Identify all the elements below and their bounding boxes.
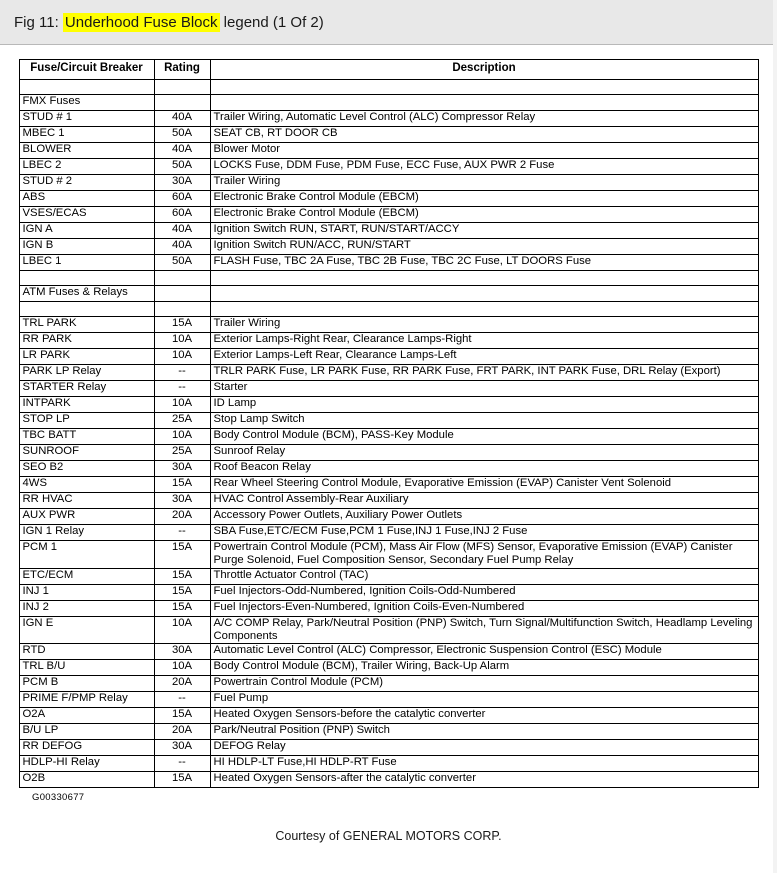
cell-description: Automatic Level Control (ALC) Compressor, Electronic Suspension Control (ESC) Module [210,644,758,660]
table-row-spacer [19,80,758,95]
table-row [19,509,758,525]
cell-description: ID Lamp [210,397,758,413]
cell-description: FLASH Fuse, TBC 2A Fuse, TBC 2B Fuse, TBC 2C Fuse, LT DOORS Fuse [210,255,758,271]
cell-rating: 10A [154,349,210,365]
cell-rating: 60A [154,191,210,207]
cell-rating: 40A [154,143,210,159]
cell-rating [154,95,210,111]
cell-rating: 15A [154,708,210,724]
cell-description: Park/Neutral Position (PNP) Switch [210,724,758,740]
table-row [19,365,758,381]
cell-rating: 15A [154,600,210,616]
caption-highlight: Underhood Fuse Block [64,13,218,31]
table-row [19,143,758,159]
table-row [19,207,758,223]
cell-description: Body Control Module (BCM), PASS-Key Module [210,429,758,445]
cell-fuse-name: STARTER Relay [19,381,154,397]
cell-description: Exterior Lamps-Right Rear, Clearance Lamps-Right [210,333,758,349]
cell-fuse-name: LBEC 2 [19,159,154,175]
table-row [19,740,758,756]
cell-fuse-name: SUNROOF [19,445,154,461]
cell-fuse-name: RR PARK [19,333,154,349]
cell-fuse-name: RTD [19,644,154,660]
cell-description: HVAC Control Assembly-Rear Auxiliary [210,493,758,509]
cell-fuse-name: RR HVAC [19,493,154,509]
table-row [19,692,758,708]
cell-fuse-name: ATM Fuses & Relays [19,286,154,302]
table-row [19,397,758,413]
cell-description: Trailer Wiring [210,317,758,333]
cell-fuse-name: MBEC 1 [19,127,154,143]
cell-rating [154,80,210,95]
cell-description [210,286,758,302]
scrollbar-track[interactable] [773,0,777,873]
table-row [19,175,758,191]
figure-caption-bar [0,0,777,45]
cell-description: Fuel Pump [210,692,758,708]
cell-fuse-name: PCM 1 [19,541,154,569]
cell-fuse-name: PRIME F/PMP Relay [19,692,154,708]
table-row [19,429,758,445]
cell-rating: 30A [154,740,210,756]
cell-description: Stop Lamp Switch [210,413,758,429]
cell-rating: 30A [154,493,210,509]
fuse-table-body [19,80,758,788]
cell-rating: -- [154,365,210,381]
cell-rating: 40A [154,223,210,239]
cell-description: A/C COMP Relay, Park/Neutral Position (PNP) Switch, Turn Signal/Multifunction Switch, Headlamp Leveling Components [210,616,758,644]
cell-rating: 20A [154,724,210,740]
cell-fuse-name: BLOWER [19,143,154,159]
table-row [19,127,758,143]
cell-rating: 25A [154,445,210,461]
cell-fuse-name: PCM B [19,676,154,692]
cell-fuse-name: LR PARK [19,349,154,365]
cell-fuse-name: ETC/ECM [19,568,154,584]
table-row [19,708,758,724]
table-row [19,413,758,429]
cell-description: Roof Beacon Relay [210,461,758,477]
cell-description: Blower Motor [210,143,758,159]
cell-description [210,80,758,95]
cell-fuse-name: VSES/ECAS [19,207,154,223]
cell-fuse-name: STOP LP [19,413,154,429]
cell-rating: 15A [154,584,210,600]
cell-rating: 50A [154,159,210,175]
cell-description: LOCKS Fuse, DDM Fuse, PDM Fuse, ECC Fuse, AUX PWR 2 Fuse [210,159,758,175]
cell-rating: 40A [154,239,210,255]
cell-rating [154,271,210,286]
cell-fuse-name: 4WS [19,477,154,493]
cell-description: Fuel Injectors-Even-Numbered, Ignition Coils-Even-Numbered [210,600,758,616]
cell-rating: 60A [154,207,210,223]
cell-fuse-name: HDLP-HI Relay [19,756,154,772]
cell-description: DEFOG Relay [210,740,758,756]
table-row [19,772,758,788]
cell-fuse-name: STUD # 1 [19,111,154,127]
cell-fuse-name: INTPARK [19,397,154,413]
cell-description: Heated Oxygen Sensors-before the catalytic converter [210,708,758,724]
table-row [19,756,758,772]
cell-description [210,95,758,111]
table-row [19,676,758,692]
cell-rating: 25A [154,413,210,429]
table-row [19,381,758,397]
cell-rating: 40A [154,111,210,127]
cell-description: Trailer Wiring, Automatic Level Control (ALC) Compressor Relay [210,111,758,127]
cell-fuse-name [19,271,154,286]
column-header-rating: Rating [154,60,210,80]
cell-rating: 10A [154,429,210,445]
cell-fuse-name: STUD # 2 [19,175,154,191]
cell-rating: 50A [154,255,210,271]
cell-rating: 15A [154,317,210,333]
cell-fuse-name: TRL PARK [19,317,154,333]
cell-rating: 50A [154,127,210,143]
cell-fuse-name: IGN 1 Relay [19,525,154,541]
cell-fuse-name: RR DEFOG [19,740,154,756]
cell-rating: 10A [154,397,210,413]
courtesy-note: Courtesy of GENERAL MOTORS CORP. [275,829,502,844]
table-row [19,600,758,616]
cell-rating: 30A [154,461,210,477]
cell-fuse-name: B/U LP [19,724,154,740]
caption-suffix: legend (1 Of 2) [219,13,324,31]
cell-description: SEAT CB, RT DOOR CB [210,127,758,143]
cell-description: Electronic Brake Control Module (EBCM) [210,207,758,223]
table-row [19,660,758,676]
cell-fuse-name: IGN E [19,616,154,644]
table-header-row [19,60,758,80]
cell-fuse-name: INJ 2 [19,600,154,616]
table-row [19,541,758,569]
cell-description: Heated Oxygen Sensors-after the catalytic converter [210,772,758,788]
table-row [19,477,758,493]
cell-description: Ignition Switch RUN/ACC, RUN/START [210,239,758,255]
cell-rating [154,302,210,317]
cell-fuse-name: LBEC 1 [19,255,154,271]
table-row [19,568,758,584]
cell-description: Starter [210,381,758,397]
table-row [19,644,758,660]
cell-description: Body Control Module (BCM), Trailer Wiring, Back-Up Alarm [210,660,758,676]
table-row [19,111,758,127]
caption-prefix: Fig 11: [14,13,63,31]
cell-rating: 15A [154,541,210,569]
cell-description: Ignition Switch RUN, START, RUN/START/ACCY [210,223,758,239]
cell-rating: 15A [154,772,210,788]
cell-fuse-name: TRL B/U [19,660,154,676]
cell-description: HI HDLP-LT Fuse,HI HDLP-RT Fuse [210,756,758,772]
table-row [19,333,758,349]
cell-description: TRLR PARK Fuse, LR PARK Fuse, RR PARK Fuse, FRT PARK, INT PARK Fuse, DRL Relay (Export) [210,365,758,381]
cell-description: Accessory Power Outlets, Auxiliary Power Outlets [210,509,758,525]
cell-rating: 15A [154,568,210,584]
table-row [19,525,758,541]
cell-rating: 10A [154,333,210,349]
table-row [19,317,758,333]
table-row [19,584,758,600]
cell-fuse-name: TBC BATT [19,429,154,445]
cell-description: Fuel Injectors-Odd-Numbered, Ignition Coils-Odd-Numbered [210,584,758,600]
cell-fuse-name: AUX PWR [19,509,154,525]
column-header-fuse: Fuse/Circuit Breaker [19,60,154,80]
cell-fuse-name [19,302,154,317]
cell-rating: 30A [154,644,210,660]
cell-description: Powertrain Control Module (PCM) [210,676,758,692]
fuse-legend-table [19,59,759,788]
table-row [19,159,758,175]
table-row [19,724,758,740]
table-row-spacer [19,302,758,317]
table-row [19,349,758,365]
table-row-section [19,286,758,302]
document-body [0,45,777,843]
cell-rating: 10A [154,616,210,644]
table-row [19,445,758,461]
cell-fuse-name: FMX Fuses [19,95,154,111]
cell-fuse-name: INJ 1 [19,584,154,600]
cell-rating: -- [154,756,210,772]
cell-fuse-name: ABS [19,191,154,207]
table-row [19,461,758,477]
cell-description: Sunroof Relay [210,445,758,461]
table-row [19,255,758,271]
cell-description: Powertrain Control Module (PCM), Mass Air Flow (MFS) Sensor, Evaporative Emission (EVAP) Canister Purge Solenoid, Fuel Composition Sensor, Secondary Fuel Pump Relay [210,541,758,569]
table-row [19,616,758,644]
cell-rating: -- [154,525,210,541]
cell-description: Throttle Actuator Control (TAC) [210,568,758,584]
cell-description [210,302,758,317]
cell-description: Electronic Brake Control Module (EBCM) [210,191,758,207]
table-row [19,223,758,239]
cell-rating: 20A [154,676,210,692]
cell-fuse-name: IGN A [19,223,154,239]
cell-description: SBA Fuse,ETC/ECM Fuse,PCM 1 Fuse,INJ 1 Fuse,INJ 2 Fuse [210,525,758,541]
table-row-section [19,95,758,111]
cell-fuse-name [19,80,154,95]
cell-rating: 20A [154,509,210,525]
cell-description: Exterior Lamps-Left Rear, Clearance Lamps-Left [210,349,758,365]
table-row [19,191,758,207]
figure-code: G00330677 [32,792,85,804]
table-row [19,239,758,255]
cell-rating: 30A [154,175,210,191]
cell-rating: 10A [154,660,210,676]
cell-rating: -- [154,692,210,708]
cell-description [210,271,758,286]
cell-fuse-name: O2B [19,772,154,788]
cell-description: Trailer Wiring [210,175,758,191]
cell-fuse-name: O2A [19,708,154,724]
table-row-spacer [19,271,758,286]
cell-description: Rear Wheel Steering Control Module, Evaporative Emission (EVAP) Canister Vent Solenoid [210,477,758,493]
cell-fuse-name: SEO B2 [19,461,154,477]
column-header-description: Description [210,60,758,80]
cell-rating: 15A [154,477,210,493]
cell-rating: -- [154,381,210,397]
table-row [19,493,758,509]
cell-rating [154,286,210,302]
cell-fuse-name: IGN B [19,239,154,255]
cell-fuse-name: PARK LP Relay [19,365,154,381]
